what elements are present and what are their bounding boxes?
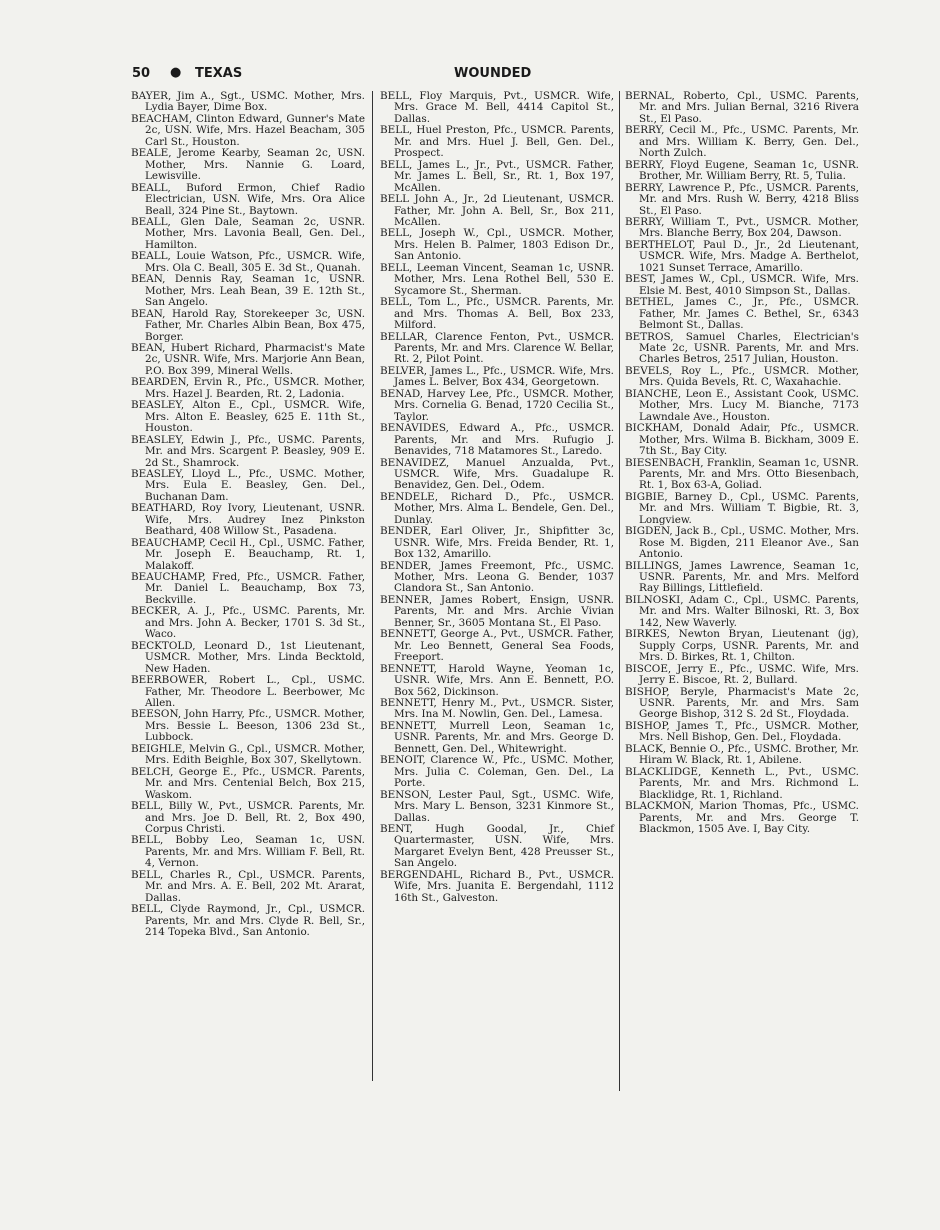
- casualty-entry: BELLAR, Clarence Fenton, Pvt., USMCR. Parents, Mr. and Mrs. Clarence W. Bellar, Rt. 2, Pilot Point.: [380, 330, 614, 366]
- casualty-entry: BENDER, James Freemont, Pfc., USMC. Mother, Mrs. Leona G. Bender, 1037 Clandora St., San Antonio.: [380, 559, 614, 595]
- page-title: WOUNDED: [454, 66, 532, 81]
- casualty-entry: BLACKLIDGE, Kenneth L., Pvt., USMC. Parents, Mr. and Mrs. Richmond L. Blacklidge, Rt. 1, Richland.: [625, 765, 859, 801]
- casualty-entry: BENDELE, Richard D., Pfc., USMCR. Mother, Mrs. Alma L. Bendele, Gen. Del., Dunlay.: [380, 490, 614, 526]
- casualty-entry: BELL, Tom L., Pfc., USMCR. Parents, Mr. and Mrs. Thomas A. Bell, Box 233, Milford.: [380, 296, 614, 332]
- casualty-entry: BECKTOLD, Leonard D., 1st Lieutenant, USMCR. Mother, Mrs. Linda Becktold, New Haden.: [131, 639, 365, 675]
- casualty-entry: BEATHARD, Roy Ivory, Lieutenant, USNR. Wife, Mrs. Audrey Inez Pinkston Beathard, 408 Willow St., Pasadena.: [131, 502, 365, 538]
- casualty-entry: BEAN, Dennis Ray, Seaman 1c, USNR. Mother, Mrs. Leah Bean, 39 E. 12th St., San Angelo.: [131, 273, 365, 309]
- casualty-entry: BLACKMON, Marion Thomas, Pfc., USMC. Parents, Mr. and Mrs. George T. Blackmon, 1505 Ave. I, Bay City.: [625, 800, 859, 835]
- casualty-entry: BELL, Leeman Vincent, Seaman 1c, USNR. Mother, Mrs. Lena Rothel Bell, 530 E. Sycamore St., Sherman.: [380, 261, 614, 297]
- casualty-entry: BELL, Joseph W., Cpl., USMCR. Mother, Mrs. Helen B. Palmer, 1803 Edison Dr., San Antonio.: [380, 227, 614, 263]
- casualty-entry: BERRY, William T., Pvt., USMCR. Mother, Mrs. Blanche Berry, Box 204, Dawson.: [625, 215, 859, 240]
- casualty-entry: BELL, Billy W., Pvt., USMCR. Parents, Mr. and Mrs. Joe D. Bell, Rt. 2, Box 490, Corpus Christi.: [131, 800, 365, 835]
- casualty-entry: BELL, Bobby Leo, Seaman 1c, USN. Parents, Mr. and Mrs. William F. Bell, Rt. 4, Vernon.: [131, 834, 365, 870]
- casualty-entry: BENNETT, Harold Wayne, Yeoman 1c, USNR. Wife, Mrs. Ann E. Bennett, P.O. Box 562, Dickinson.: [380, 662, 614, 698]
- casualty-entry: BELL, James L., Jr., Pvt., USMCR. Father, Mr. James L. Bell, Sr., Rt. 1, Box 197, McAllen.: [380, 158, 614, 194]
- casualty-entry: BELL, Clyde Raymond, Jr., Cpl., USMCR. Parents, Mr. and Mrs. Clyde R. Bell, Sr., 214 Topeka Blvd., San Antonio.: [131, 903, 365, 939]
- casualty-entry: BENDER, Earl Oliver, Jr., Shipfitter 3c, USNR. Wife, Mrs. Freida Bender, Rt. 1, Box 132, Amarillo.: [380, 525, 614, 561]
- column-3: [625, 91, 859, 835]
- casualty-entry: BISCOE, Jerry E., Pfc., USMC. Wife, Mrs. Jerry E. Biscoe, Rt. 2, Bullard.: [625, 662, 859, 687]
- casualty-entry: BEERBOWER, Robert L., Cpl., USMC. Father, Mr. Theodore L. Beerbower, Mc Allen.: [131, 674, 365, 710]
- casualty-entry: BEACHAM, Clinton Edward, Gunner's Mate 2c, USN. Wife, Mrs. Hazel Beacham, 305 Carl St., Houston.: [131, 112, 365, 148]
- casualty-entry: BEAUCHAMP, Fred, Pfc., USMCR. Father, Mr. Daniel L. Beauchamp, Box 73, Beckville.: [131, 571, 365, 606]
- casualty-entry: BELCH, George E., Pfc., USMCR. Parents, Mr. and Mrs. Centenial Belch, Box 215, Waskom.: [131, 765, 365, 801]
- casualty-entry: BEALL, Buford Ermon, Chief Radio Electrician, USN. Wife, Mrs. Ora Alice Beall, 324 Pine St., Baytown.: [131, 181, 365, 217]
- casualty-entry: BEALE, Jerome Kearby, Seaman 2c, USN. Mother, Mrs. Nannie G. Loard, Lewisville.: [131, 147, 365, 183]
- casualty-entry: BELL, Huel Preston, Pfc., USMCR. Parents, Mr. and Mrs. Huel J. Bell, Gen. Del., Prospect.: [380, 124, 614, 160]
- casualty-entry: BEAN, Hubert Richard, Pharmacist's Mate 2c, USNR. Wife, Mrs. Marjorie Ann Bean, P.O. Box 399, Mineral Wells.: [131, 341, 365, 377]
- casualty-entry: BENAD, Harvey Lee, Pfc., USMCR. Mother, Mrs. Cornelia G. Benad, 1720 Cecilia St., Taylor.: [380, 387, 614, 423]
- column-divider: [372, 91, 373, 1081]
- casualty-entry: BERRY, Lawrence P., Pfc., USMCR. Parents, Mr. and Mrs. Rush W. Berry, 4218 Bliss St., El Paso.: [625, 181, 859, 217]
- page-header: [132, 66, 872, 86]
- casualty-entry: BETROS, Samuel Charles, Electrician's Mate 2c, USNR. Parents, Mr. and Mrs. Charles Betros, 2517 Julian, Houston.: [625, 330, 859, 366]
- bullet-icon: ●: [170, 65, 182, 80]
- casualty-entry: BENNETT, Henry M., Pvt., USMCR. Sister, Mrs. Ina M. Nowlin, Gen. Del., Lamesa.: [380, 697, 614, 721]
- casualty-entry: BEALL, Louie Watson, Pfc., USMCR. Wife, Mrs. Ola C. Beall, 305 E. 3d St., Quanah.: [131, 250, 365, 274]
- casualty-entry: BENT, Hugh Goodal, Jr., Chief Quartermaster, USN. Wife, Mrs. Margaret Evelyn Bent, 428 Preusser St., San Angelo.: [380, 823, 614, 870]
- casualty-entry: BENNETT, Murrell Leon, Seaman 1c, USNR. Parents, Mr. and Mrs. George D. Bennett, Gen. Del., Whitewright.: [380, 719, 614, 755]
- casualty-entry: BELVER, James L., Pfc., USMCR. Wife, Mrs. James L. Belver, Box 434, Georgetown.: [380, 364, 614, 389]
- casualty-entry: BIRKES, Newton Bryan, Lieutenant (jg), Supply Corps, USNR. Parents, Mr. and Mrs. D. Birkes, Rt. 1, Chilton.: [625, 628, 859, 664]
- state-name: TEXAS: [195, 66, 243, 81]
- casualty-entry: BEAUCHAMP, Cecil H., Cpl., USMC. Father, Mr. Joseph E. Beauchamp, Rt. 1, Malakoff.: [131, 536, 365, 572]
- casualty-entry: BERTHELOT, Paul D., Jr., 2d Lieutenant, USMCR. Wife, Mrs. Madge A. Berthelot, 1021 Sunset Terrace, Amarillo.: [625, 238, 859, 274]
- casualty-entry: BERRY, Cecil M., Pfc., USMC. Parents, Mr. and Mrs. William K. Berry, Gen. Del., North Zulch.: [625, 124, 859, 160]
- casualty-entry: BERNAL, Roberto, Cpl., USMC. Parents, Mr. and Mrs. Julian Bernal, 3216 Rivera St., El Paso.: [625, 90, 859, 125]
- casualty-entry: BIESENBACH, Franklin, Seaman 1c, USNR. Parents, Mr. and Mrs. Otto Biesenbach, Rt. 1, Box 63-A, Goliad.: [625, 456, 859, 492]
- column-1: [131, 91, 365, 939]
- casualty-entry: BEAN, Harold Ray, Storekeeper 3c, USN. Father, Mr. Charles Albin Bean, Box 475, Borger.: [131, 307, 365, 343]
- casualty-entry: BENAVIDEZ, Manuel Anzualda, Pvt., USMCR. Wife, Mrs. Guadalupe R. Benavidez, Gen. Del., Odem.: [380, 456, 614, 492]
- casualty-entry: BEASLEY, Edwin J., Pfc., USMC. Parents, Mr. and Mrs. Scargent P. Beasley, 909 E. 2d St., Shamrock.: [131, 433, 365, 469]
- casualty-entry: BENNER, James Robert, Ensign, USNR. Parents, Mr. and Mrs. Archie Vivian Benner, Sr., 3605 Montana St., El Paso.: [380, 593, 614, 629]
- casualty-entry: BECKER, A. J., Pfc., USMC. Parents, Mr. and Mrs. John A. Becker, 1701 S. 3d St., Waco.: [131, 605, 365, 641]
- casualty-entry: BEVELS, Roy L., Pfc., USMCR. Mother, Mrs. Quida Bevels, Rt. C, Waxahachie.: [625, 364, 859, 389]
- casualty-entry: BENAVIDES, Edward A., Pfc., USMCR. Parents, Mr. and Mrs. Rufugio J. Benavides, 718 Matamores St., Laredo.: [380, 422, 614, 458]
- casualty-entry: BISHOP, James T., Pfc., USMCR. Mother, Mrs. Nell Bishop, Gen. Del., Floydada.: [625, 719, 859, 744]
- casualty-entry: BETHEL, James C., Jr., Pfc., USMCR. Father, Mr. James C. Bethel, Sr., 6343 Belmont St., Dallas.: [625, 296, 859, 332]
- casualty-entry: BEASLEY, Lloyd L., Pfc., USMC. Mother, Mrs. Eula E. Beasley, Gen. Del., Buchanan Dam.: [131, 467, 365, 503]
- casualty-entry: BEESON, John Harry, Pfc., USMCR. Mother, Mrs. Bessie L. Beeson, 1306 23d St., Lubbock.: [131, 708, 365, 744]
- casualty-entry: BIGDEN, Jack B., Cpl., USMC. Mother, Mrs. Rose M. Bigden, 211 Eleanor Ave., San Antonio.: [625, 525, 859, 561]
- casualty-entry: BLACK, Bennie O., Pfc., USMC. Brother, Mr. Hiram W. Black, Rt. 1, Abilene.: [625, 742, 859, 767]
- column-2: [380, 91, 614, 904]
- casualty-entry: BEST, James W., Cpl., USMCR. Wife, Mrs. Elsie M. Best, 4010 Simpson St., Dallas.: [625, 273, 859, 297]
- casualty-entry: BELL John A., Jr., 2d Lieutenant, USMCR. Father, Mr. John A. Bell, Sr., Box 211, McAllen.: [380, 193, 614, 228]
- casualty-entry: BEASLEY, Alton E., Cpl., USMCR. Wife, Mrs. Alton E. Beasley, 625 E. 11th St., Houston.: [131, 399, 365, 435]
- casualty-entry: BEIGHLE, Melvin G., Cpl., USMCR. Mother, Mrs. Edith Beighle, Box 307, Skellytown.: [131, 742, 365, 767]
- casualty-entry: BENSON, Lester Paul, Sgt., USMC. Wife, Mrs. Mary L. Benson, 3231 Kinmore St., Dallas.: [380, 788, 614, 824]
- casualty-entry: BAYER, Jim A., Sgt., USMC. Mother, Mrs. Lydia Bayer, Dime Box.: [131, 90, 365, 114]
- casualty-entry: BERGENDAHL, Richard B., Pvt., USMCR. Wife, Mrs. Juanita E. Bergendahl, 1112 16th St., Galveston.: [380, 868, 614, 904]
- casualty-entry: BEARDEN, Ervin R., Pfc., USMCR. Mother, Mrs. Hazel J. Bearden, Rt. 2, Ladonia.: [131, 376, 365, 400]
- casualty-entry: BENOIT, Clarence W., Pfc., USMC. Mother, Mrs. Julia C. Coleman, Gen. Del., La Porte.: [380, 754, 614, 790]
- casualty-entry: BISHOP, Beryle, Pharmacist's Mate 2c, USNR. Parents, Mr. and Mrs. Sam George Bishop, 312 S. 2d St., Floydada.: [625, 685, 859, 721]
- casualty-entry: BENNETT, George A., Pvt., USMCR. Father, Mr. Leo Bennett, General Sea Foods, Freeport.: [380, 628, 614, 664]
- casualty-entry: BICKHAM, Donald Adair, Pfc., USMCR. Mother, Mrs. Wilma B. Bickham, 3009 E. 7th St., Bay City.: [625, 422, 859, 458]
- casualty-entry: BELL, Charles R., Cpl., USMCR. Parents, Mr. and Mrs. A. E. Bell, 202 Mt. Ararat, Dallas.: [131, 868, 365, 904]
- casualty-entry: BERRY, Floyd Eugene, Seaman 1c, USNR. Brother, Mr. William Berry, Rt. 5, Tulia.: [625, 158, 859, 183]
- casualty-entry: BIANCHE, Leon E., Assistant Cook, USMC. Mother, Mrs. Lucy M. Bianche, 7173 Lawndale Ave., Houston.: [625, 387, 859, 423]
- column-divider: [619, 91, 620, 1091]
- casualty-entry: BELL, Floy Marquis, Pvt., USMCR. Wife, Mrs. Grace M. Bell, 4414 Capitol St., Dallas.: [380, 90, 614, 125]
- casualty-entry: BEALL, Glen Dale, Seaman 2c, USNR. Mother, Mrs. Lavonia Beall, Gen. Del., Hamilton.: [131, 215, 365, 251]
- casualty-entry: BIGBIE, Barney D., Cpl., USMC. Parents, Mr. and Mrs. William T. Bigbie, Rt. 3, Longview.: [625, 490, 859, 526]
- casualty-entry: BILNOSKI, Adam C., Cpl., USMC. Parents, Mr. and Mrs. Walter Bilnoski, Rt. 3, Box 142, New Waverly.: [625, 593, 859, 629]
- page-number: 50: [132, 66, 151, 81]
- casualty-entry: BILLINGS, James Lawrence, Seaman 1c, USNR. Parents, Mr. and Mrs. Melford Ray Billings, Littlefield.: [625, 559, 859, 595]
